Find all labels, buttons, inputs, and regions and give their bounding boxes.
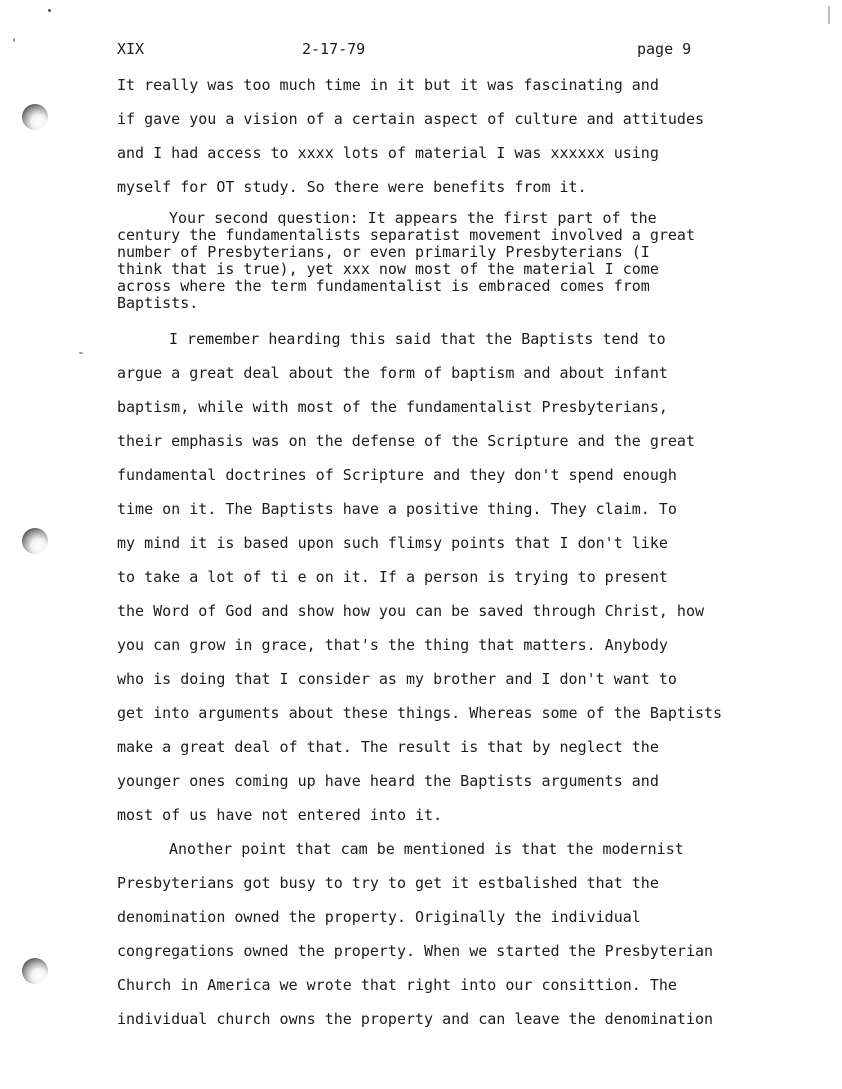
paragraph-1 (117, 68, 817, 204)
binder-hole (22, 958, 48, 984)
text-line: and I had access to xxxx lots of material I was xxxxxx using (117, 144, 659, 162)
text-line: Your second question: It appears the first part of the (169, 209, 657, 227)
text-line: time on it. The Baptists have a positive thing. They claim. To (117, 500, 677, 518)
text-line: argue a great deal about the form of baptism and about infant (117, 364, 668, 382)
paragraph-3 (117, 322, 817, 832)
text-line: denomination owned the property. Originally the individual (117, 908, 641, 926)
text-line: if gave you a vision of a certain aspect of culture and attitudes (117, 110, 704, 128)
paragraph-2-question (117, 210, 817, 312)
text-line: think that is true), yet xxx now most of the material I come (117, 260, 659, 278)
section-number: XIX (117, 40, 145, 58)
text-line: who is doing that I consider as my brother and I don't want to (117, 670, 677, 688)
text-line: across where the term fundamentalist is embraced comes from (117, 277, 650, 295)
text-line: younger ones coming up have heard the Baptists arguments and (117, 772, 659, 790)
text-line: their emphasis was on the defense of the Scripture and the great (117, 432, 695, 450)
text-line: my mind it is based upon such flimsy points that I don't like (117, 534, 668, 552)
binder-hole (22, 528, 48, 554)
page-number: page 9 (637, 40, 692, 58)
text-line: you can grow in grace, that's the thing that matters. Anybody (117, 636, 668, 654)
paper-edge-mark (828, 6, 830, 24)
paper-speck (48, 9, 51, 12)
text-line: fundamental doctrines of Scripture and they don't spend enough (117, 466, 677, 484)
text-line: baptism, while with most of the fundamentalist Presbyterians, (117, 398, 668, 416)
text-line: get into arguments about these things. Whereas some of the Baptists (117, 704, 723, 722)
text-line: Presbyterians got busy to try to get it estbalished that the (117, 874, 659, 892)
paragraph-4 (117, 832, 817, 1036)
text-line: century the fundamentalists separatist movement involved a great (117, 226, 695, 244)
binder-hole (22, 104, 48, 130)
text-line: myself for OT study. So there were benefits from it. (117, 178, 587, 196)
text-line: make a great deal of that. The result is that by neglect the (117, 738, 659, 756)
transcript-body (117, 68, 817, 1036)
text-line: to take a lot of ti e on it. If a person is trying to present (117, 568, 668, 586)
text-line: Another point that cam be mentioned is that the modernist (169, 840, 684, 858)
text-line: Church in America we wrote that right into our consittion. The (117, 976, 677, 994)
text-line: congregations owned the property. When we started the Presbyterian (117, 942, 714, 960)
text-line: number of Presbyterians, or even primarily Presbyterians (I (117, 243, 650, 261)
header-date: 2-17-79 (302, 40, 366, 58)
text-line: the Word of God and show how you can be saved through Christ, how (117, 602, 704, 620)
paper-speck (79, 352, 83, 354)
text-line: I remember hearding this said that the Baptists tend to (169, 330, 666, 348)
text-line: Baptists. (117, 294, 199, 312)
text-line: It really was too much time in it but it was fascinating and (117, 76, 659, 94)
text-line: most of us have not entered into it. (117, 806, 443, 824)
page-header (0, 40, 842, 60)
text-line: individual church owns the property and can leave the denomination (117, 1010, 714, 1028)
